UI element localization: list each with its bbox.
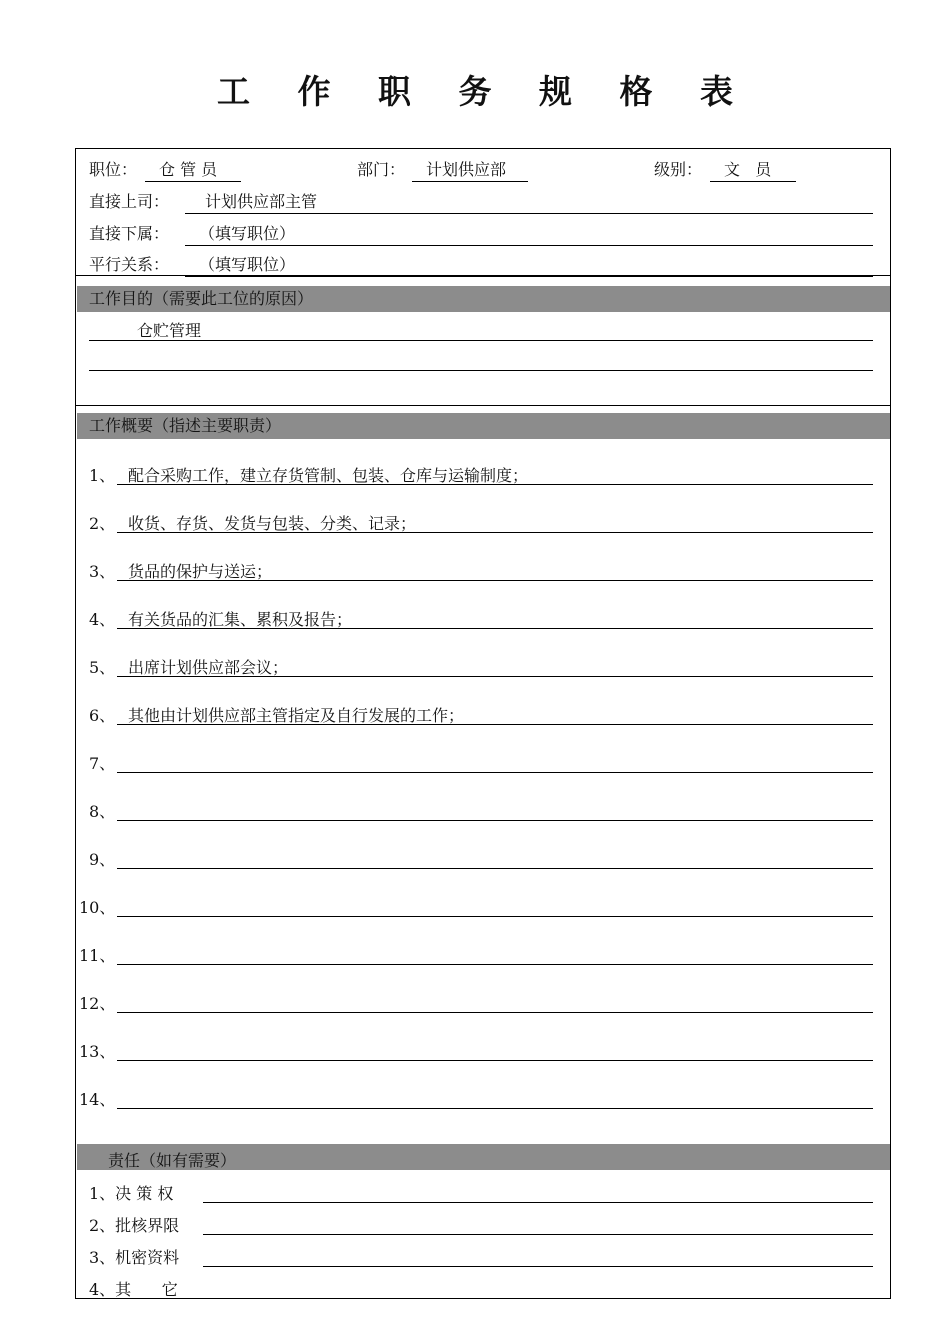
summary-item-number: 13、 — [79, 1042, 116, 1061]
summary-item-number: 10、 — [79, 898, 116, 917]
section-divider — [76, 405, 891, 406]
summary-item-rule — [117, 964, 873, 965]
responsibility-item-field[interactable] — [203, 1298, 873, 1299]
responsibility-item-label: 1、决 策 权 — [89, 1184, 174, 1203]
parallel-label: 平行关系： — [89, 255, 170, 274]
summary-item-number: 6、 — [89, 706, 116, 725]
responsibility-item-label: 2、批核界限 — [89, 1216, 180, 1235]
summary-item-number: 9、 — [89, 850, 116, 869]
supervisor-field[interactable]: 计划供应部主管 — [185, 192, 873, 214]
summary-item-number: 11、 — [79, 946, 116, 965]
summary-item-rule — [117, 532, 873, 533]
summary-item-number: 4、 — [89, 610, 116, 629]
summary-item-text[interactable]: 其他由计划供应部主管指定及自行发展的工作； — [128, 706, 465, 725]
purpose-heading-band — [77, 286, 890, 312]
summary-item-text[interactable]: 有关货品的汇集、累积及报告； — [128, 610, 353, 629]
purpose-rule — [89, 340, 873, 341]
parallel-field[interactable]: （填写职位） — [185, 255, 873, 277]
summary-item-number: 14、 — [79, 1090, 116, 1109]
summary-item-rule — [117, 1012, 873, 1013]
purpose-rule — [89, 370, 873, 371]
summary-item-rule — [117, 484, 873, 485]
summary-item-text[interactable]: 配合采购工作，建立存货管制、包装、仓库与运输制度； — [128, 466, 529, 485]
summary-item-text[interactable]: 收货、存货、发货与包装、分类、记录； — [128, 514, 417, 533]
summary-item-rule — [117, 820, 873, 821]
responsibility-item-field[interactable] — [203, 1234, 873, 1235]
summary-item-rule — [117, 676, 873, 677]
summary-item-number: 2、 — [89, 514, 116, 533]
responsibility-item-label: 4、其 它 — [89, 1280, 178, 1299]
summary-item-number: 1、 — [89, 466, 116, 485]
summary-heading: 工作概要（指述主要职责） — [89, 416, 282, 435]
position-field[interactable]: 仓 管 员 — [145, 160, 241, 182]
summary-item-number: 3、 — [89, 562, 116, 581]
summary-item-number: 7、 — [89, 754, 116, 773]
level-field[interactable]: 文 员 — [710, 160, 796, 182]
responsibility-item-field[interactable] — [203, 1266, 873, 1267]
summary-item-rule — [117, 724, 873, 725]
summary-item-rule — [117, 628, 873, 629]
subordinate-label: 直接下属： — [89, 224, 170, 243]
summary-item-number: 12、 — [79, 994, 116, 1013]
responsibility-item-field[interactable] — [203, 1202, 873, 1203]
summary-item-rule — [117, 1060, 873, 1061]
section-divider — [76, 275, 891, 276]
responsibility-item-label: 3、机密资料 — [89, 1248, 180, 1267]
summary-heading-band — [77, 413, 890, 439]
level-label: 级别： — [654, 160, 703, 179]
summary-item-rule — [117, 772, 873, 773]
summary-item-rule — [117, 580, 873, 581]
supervisor-label: 直接上司： — [89, 192, 170, 211]
department-label: 部门： — [357, 160, 406, 179]
responsibility-heading: 责任（如有需要） — [108, 1151, 237, 1170]
summary-item-text[interactable]: 货品的保护与送运； — [128, 562, 273, 581]
purpose-heading: 工作目的（需要此工位的原因） — [89, 289, 314, 308]
summary-item-number: 5、 — [89, 658, 116, 677]
summary-item-rule — [117, 868, 873, 869]
department-field[interactable]: 计划供应部 — [412, 160, 528, 182]
summary-item-number: 8、 — [89, 802, 116, 821]
subordinate-field[interactable]: （填写职位） — [185, 224, 873, 246]
summary-item-rule — [117, 916, 873, 917]
page-title: 工 作 职 务 规 格 表 — [217, 72, 751, 111]
summary-item-rule — [117, 1108, 873, 1109]
position-label: 职位： — [89, 160, 138, 179]
responsibility-heading-band — [77, 1144, 890, 1170]
purpose-line-1[interactable]: 仓贮管理 — [137, 321, 202, 340]
summary-item-text[interactable]: 出席计划供应部会议； — [128, 658, 289, 677]
